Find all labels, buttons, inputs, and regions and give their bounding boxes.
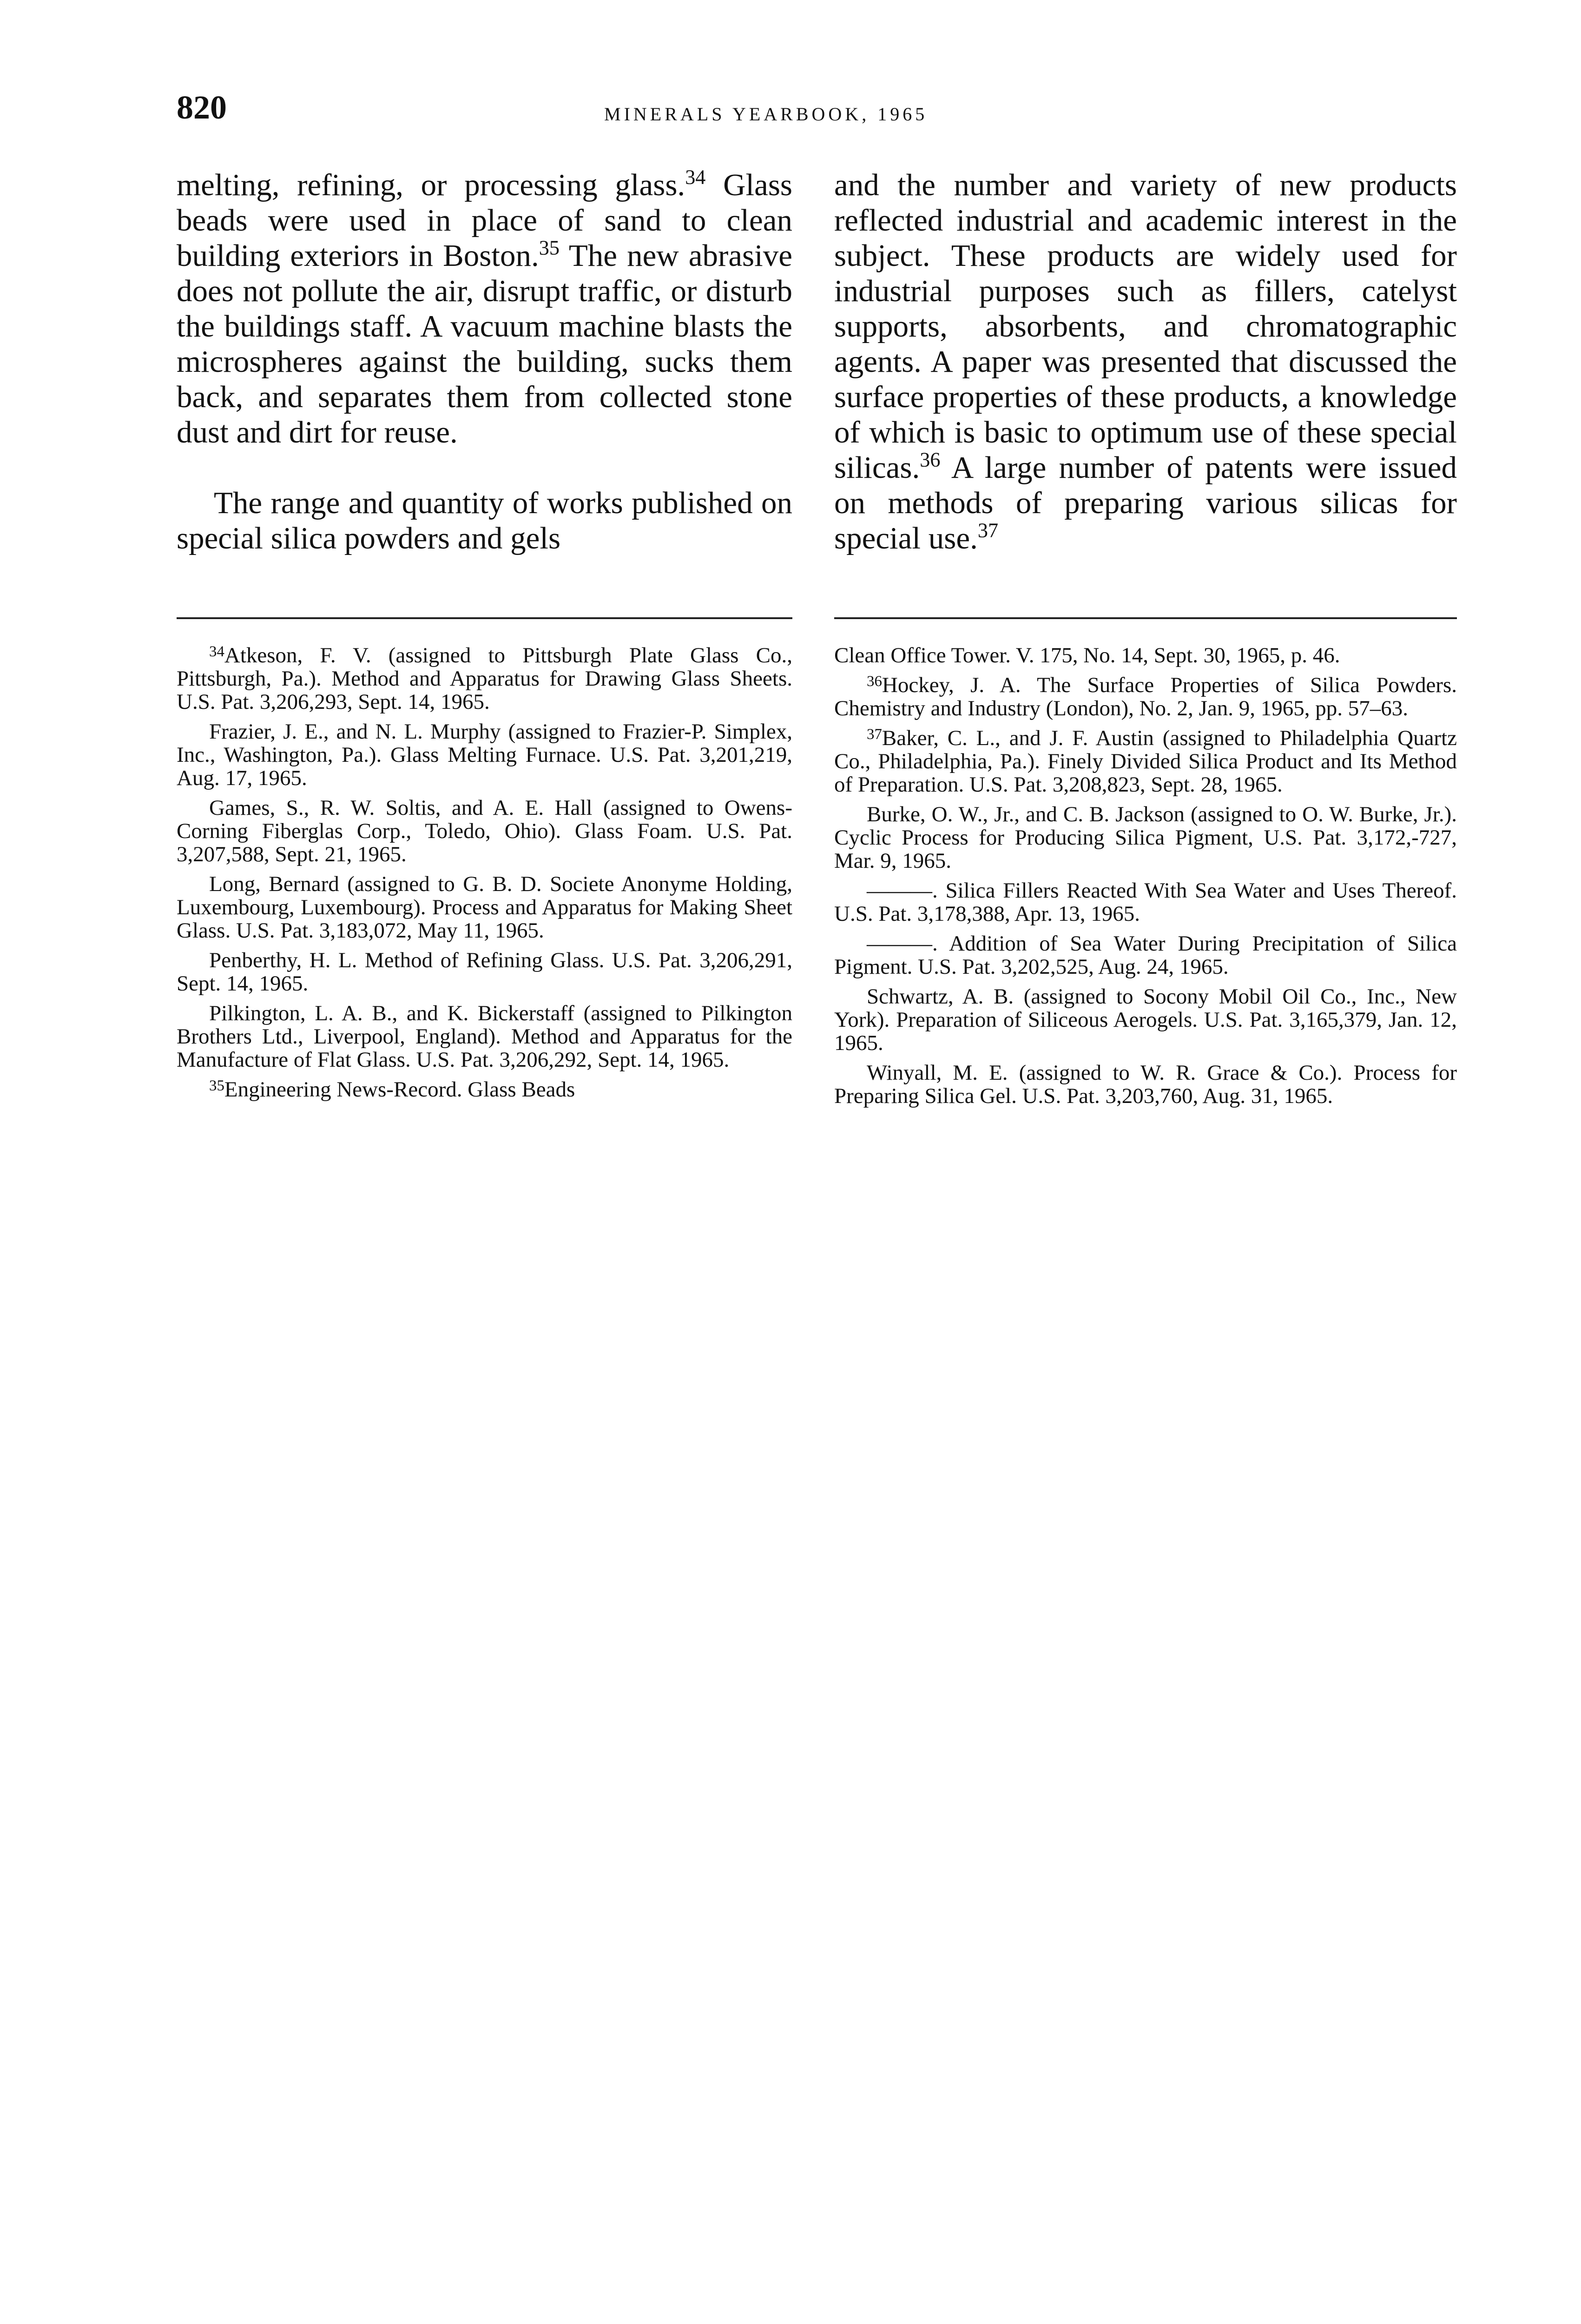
body-text: The new abrasive does not pollute the air, disrupt traffic, or disturb the buildings staff. A vacuum machine blasts the microspheres against the building, sucks them back, and separates them from collected stone dust and dirt for reuse.	[177, 238, 792, 449]
footnote-ref: 34	[685, 165, 706, 189]
footnote	[177, 1002, 792, 1071]
footnote-text: ———. Addition of Sea Water During Precipitation of Silica Pigment. U.S. Pat. 3,202,525, Aug. 24, 1965.	[834, 931, 1457, 979]
body-text: Glass beads were used in place of sand to clean building exteriors in Boston.	[177, 168, 792, 273]
footnote-text: Games, S., R. W. Soltis, and A. E. Hall (assigned to Owens-Corning Fiberglas Corp., Toledo, Ohio). Glass Foam. U.S. Pat. 3,207,588, Sept. 21, 1965.	[177, 796, 792, 866]
footnote	[177, 644, 792, 713]
footnote	[177, 1078, 792, 1101]
footnote-number: 35	[209, 1077, 224, 1094]
body-text: melting, refining, or processing glass.	[177, 168, 685, 202]
footnote-text: Frazier, J. E., and N. L. Murphy (assigned to Frazier-P. Simplex, Inc., Washington, Pa.). Glass Melting Furnace. U.S. Pat. 3,201,219, Aug. 17, 1965.	[177, 720, 792, 790]
footnote-text: Engineering News-Record. Glass Beads	[224, 1077, 575, 1102]
footnote	[834, 726, 1457, 796]
footnote-continuation	[834, 644, 1457, 667]
footnote-number: 34	[209, 643, 224, 660]
footnote	[834, 985, 1457, 1055]
footnote-ref: 35	[539, 236, 560, 259]
body-paragraph	[834, 167, 1457, 556]
footnote-text: Hockey, J. A. The Surface Properties of Silica Powders. Chemistry and Industry (London), No. 2, Jan. 9, 1965, pp. 57–63.	[834, 673, 1457, 720]
body-text: A large number of patents were issued on methods of preparing various silicas for special use.	[834, 450, 1457, 555]
body-paragraph: The range and quantity of works published on special silica powders and gels	[177, 486, 792, 555]
footnote-number: 36	[867, 673, 882, 690]
footnote	[177, 872, 792, 942]
footnote-text: Clean Office Tower. V. 175, No. 14, Sept. 30, 1965, p. 46.	[834, 643, 1340, 667]
running-title: MINERALS YEARBOOK, 1965	[604, 104, 928, 125]
footnote	[177, 949, 792, 995]
footnote	[834, 879, 1457, 925]
footnote-text: Long, Bernard (assigned to G. B. D. Societe Anonyme Holding, Luxembourg, Luxembourg). Process and Apparatus for Making Sheet Glass. U.S. Pat. 3,183,072, May 11, 1965.	[177, 872, 792, 943]
footnote-text: Pilkington, L. A. B., and K. Bickerstaff (assigned to Pilkington Brothers Ltd., Liverpool, England). Method and Apparatus for the Manufacture of Flat Glass. U.S. Pat. 3,206,292, Sept. 14, 1965.	[177, 1001, 792, 1072]
footnote-divider	[177, 617, 792, 619]
footnote	[834, 803, 1457, 872]
footnote-text: Atkeson, F. V. (assigned to Pittsburgh Plate Glass Co., Pittsburgh, Pa.). Method and Apparatus for Drawing Glass Sheets. U.S. Pat. 3,206,293, Sept. 14, 1965.	[177, 643, 792, 714]
footnote-text: Schwartz, A. B. (assigned to Socony Mobil Oil Co., Inc., New York). Preparation of Siliceous Aerogels. U.S. Pat. 3,165,379, Jan. 12, 1965.	[834, 984, 1457, 1055]
footnote-text: Burke, O. W., Jr., and C. B. Jackson (assigned to O. W. Burke, Jr.). Cyclic Process for Producing Silica Pigment, U.S. Pat. 3,172,-727, Mar. 9, 1965.	[834, 802, 1457, 873]
body-column-left	[177, 167, 792, 556]
body-column-right	[834, 167, 1457, 556]
footnotes-column-left	[177, 644, 792, 1108]
footnote-number: 37	[867, 726, 882, 743]
footnote	[834, 932, 1457, 978]
body-paragraph	[177, 167, 792, 450]
footnote-ref: 36	[920, 448, 941, 471]
footnote	[834, 1061, 1457, 1108]
footnote-text: Winyall, M. E. (assigned to W. R. Grace & Co.). Process for Preparing Silica Gel. U.S. Pat. 3,203,760, Aug. 31, 1965.	[834, 1061, 1457, 1108]
footnote-text: ———. Silica Fillers Reacted With Sea Water and Uses Thereof. U.S. Pat. 3,178,388, Apr. 13, 1965.	[834, 878, 1457, 926]
body-text: and the number and variety of new products reflected industrial and academic interest in the subject. These products are widely used for industrial purposes such as fillers, catelyst supports, absorbents, and chromatographic agents. A paper was presented that discussed the surface properties of these products, a knowledge of which is basic to optimum use of these special silicas.	[834, 168, 1457, 485]
footnote-text: Penberthy, H. L. Method of Refining Glass. U.S. Pat. 3,206,291, Sept. 14, 1965.	[177, 948, 792, 996]
footnote-divider	[834, 617, 1457, 619]
footnote	[177, 720, 792, 790]
footnotes-column-right	[834, 644, 1457, 1114]
footnote	[834, 673, 1457, 720]
page-number: 820	[177, 89, 227, 126]
footnote	[177, 796, 792, 866]
footnote-text: Baker, C. L., and J. F. Austin (assigned to Philadelphia Quartz Co., Philadelphia, Pa.). Finely Divided Silica Product and Its Method of Preparation. U.S. Pat. 3,208,823, Sept. 28, 1965.	[834, 726, 1457, 797]
footnote-ref: 37	[977, 519, 999, 542]
